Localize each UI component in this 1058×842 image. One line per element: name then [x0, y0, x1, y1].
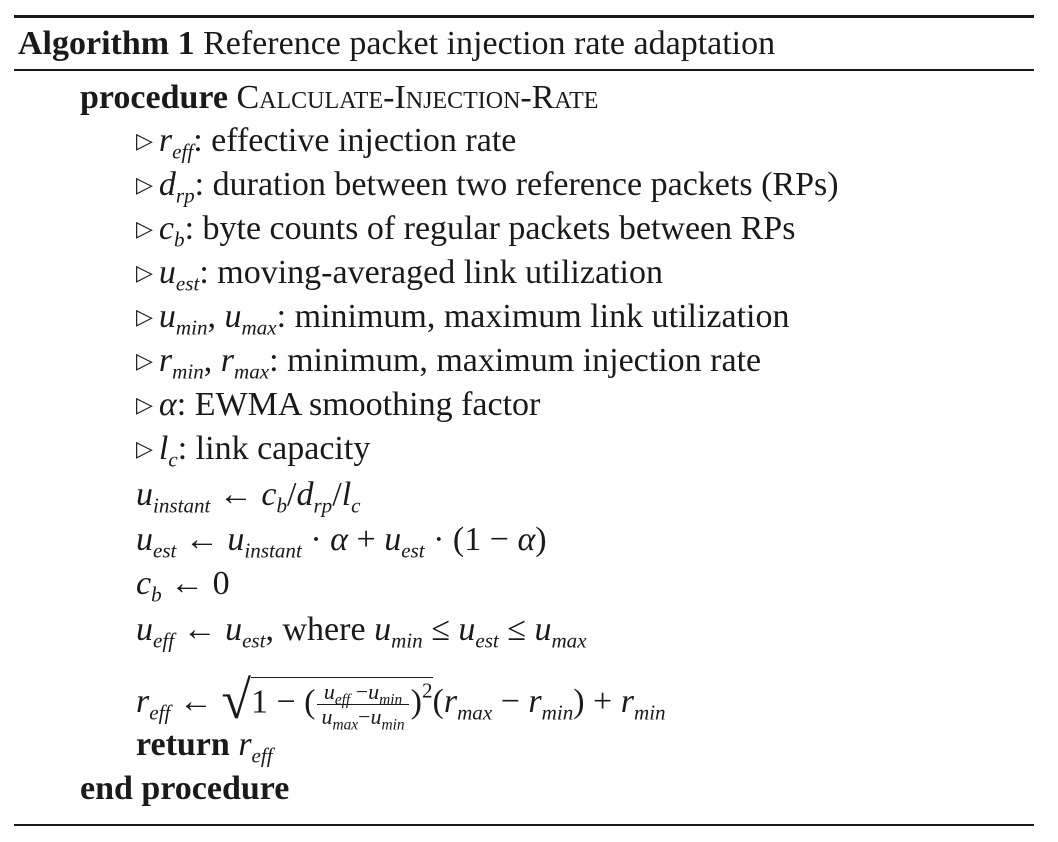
keyword: return: [136, 726, 230, 763]
comment-text: : moving-averaged link utilization: [199, 254, 663, 291]
line-content: ▷ $r_{min}$, $r_{max}$: minimum, maximum injection rate: [136, 342, 762, 384]
comment-triangle-icon: ▷: [136, 172, 153, 197]
comment-text: : link capacity: [177, 430, 371, 467]
line-content: ▷ α: EWMA smoothing factor: [136, 386, 541, 423]
comment-triangle-icon: ▷: [136, 436, 153, 461]
comment-text: : minimum, maximum link utilization: [276, 298, 790, 335]
line-content: [80, 76, 598, 120]
comment-text: : duration between two reference packets (RPs): [194, 166, 839, 203]
sqrt-symbol: √1 − ( $\frac{u_{eff} -u_{min}}{u_{max}-u_{min}}$ )$^2$: [221, 670, 433, 734]
line-content: ▷ $l_c$: link capacity: [136, 430, 371, 472]
comment-triangle-icon: ▷: [136, 304, 153, 329]
math-expression: $r_{eff}$ ← √1 − ( $\frac{u_{eff} -u_{min}}{u_{max}-u_{min}}$ )$^2(r_{max} - r_{min}) + r_{min}$: [136, 670, 666, 734]
math-expression: $u_{eff}$ ← $u_{est}$, where $u_{min} \le u_{est} \le u_{max}$: [136, 611, 587, 653]
algorithm-caption: [18, 22, 775, 66]
comment-text: : effective injection rate: [193, 122, 517, 159]
line-content: [80, 767, 289, 811]
line-content: ▷ $r_{eff}$: effective injection rate: [136, 122, 517, 164]
comment-triangle-icon: ▷: [136, 260, 153, 285]
top-rule: [14, 15, 1034, 18]
keyword: end procedure: [80, 770, 290, 807]
line-content: ▷ $c_b$: byte counts of regular packets between RPs: [136, 210, 796, 252]
keyword: procedure: [80, 79, 228, 116]
math-expression: $u_{est}$ ← $u_{instant} \cdot \alpha + u_{est} \cdot (1 - \alpha)$: [136, 521, 547, 563]
line-content: ▷ $u_{est}$: moving-averaged link utilization: [136, 254, 663, 296]
math-expression: $u_{instant}$ ← $c_b/d_{rp}/l_c$: [136, 476, 361, 518]
caption-label: Algorithm 1: [18, 25, 195, 62]
comment-triangle-icon: ▷: [136, 392, 153, 417]
comment-text: : EWMA smoothing factor: [176, 386, 541, 423]
line-content: return $r_{eff}$: [136, 726, 273, 768]
fraction: $\frac{u_{eff} -u_{min}}{u_{max}-u_{min}}$: [317, 680, 408, 729]
comment-text: : minimum, maximum injection rate: [269, 342, 762, 379]
comment-text: : byte counts of regular packets between RPs: [184, 210, 796, 247]
caption-rule: [14, 69, 1034, 71]
comment-triangle-icon: ▷: [136, 216, 153, 241]
comment-triangle-icon: ▷: [136, 348, 153, 373]
math-expression: $c_b$ ← 0: [136, 565, 230, 607]
line-content: ▷ $d_{rp}$: duration between two reference packets (RPs): [136, 166, 839, 208]
where-text: , where: [265, 611, 366, 648]
bottom-rule: [14, 824, 1034, 826]
line-content: ▷ $u_{min}$, $u_{max}$: minimum, maximum link utilization: [136, 298, 790, 340]
comment-triangle-icon: ▷: [136, 128, 153, 153]
caption-title: Reference packet injection rate adaptation: [203, 25, 776, 62]
procedure-name: Calculate-Injection-Rate: [236, 79, 599, 116]
